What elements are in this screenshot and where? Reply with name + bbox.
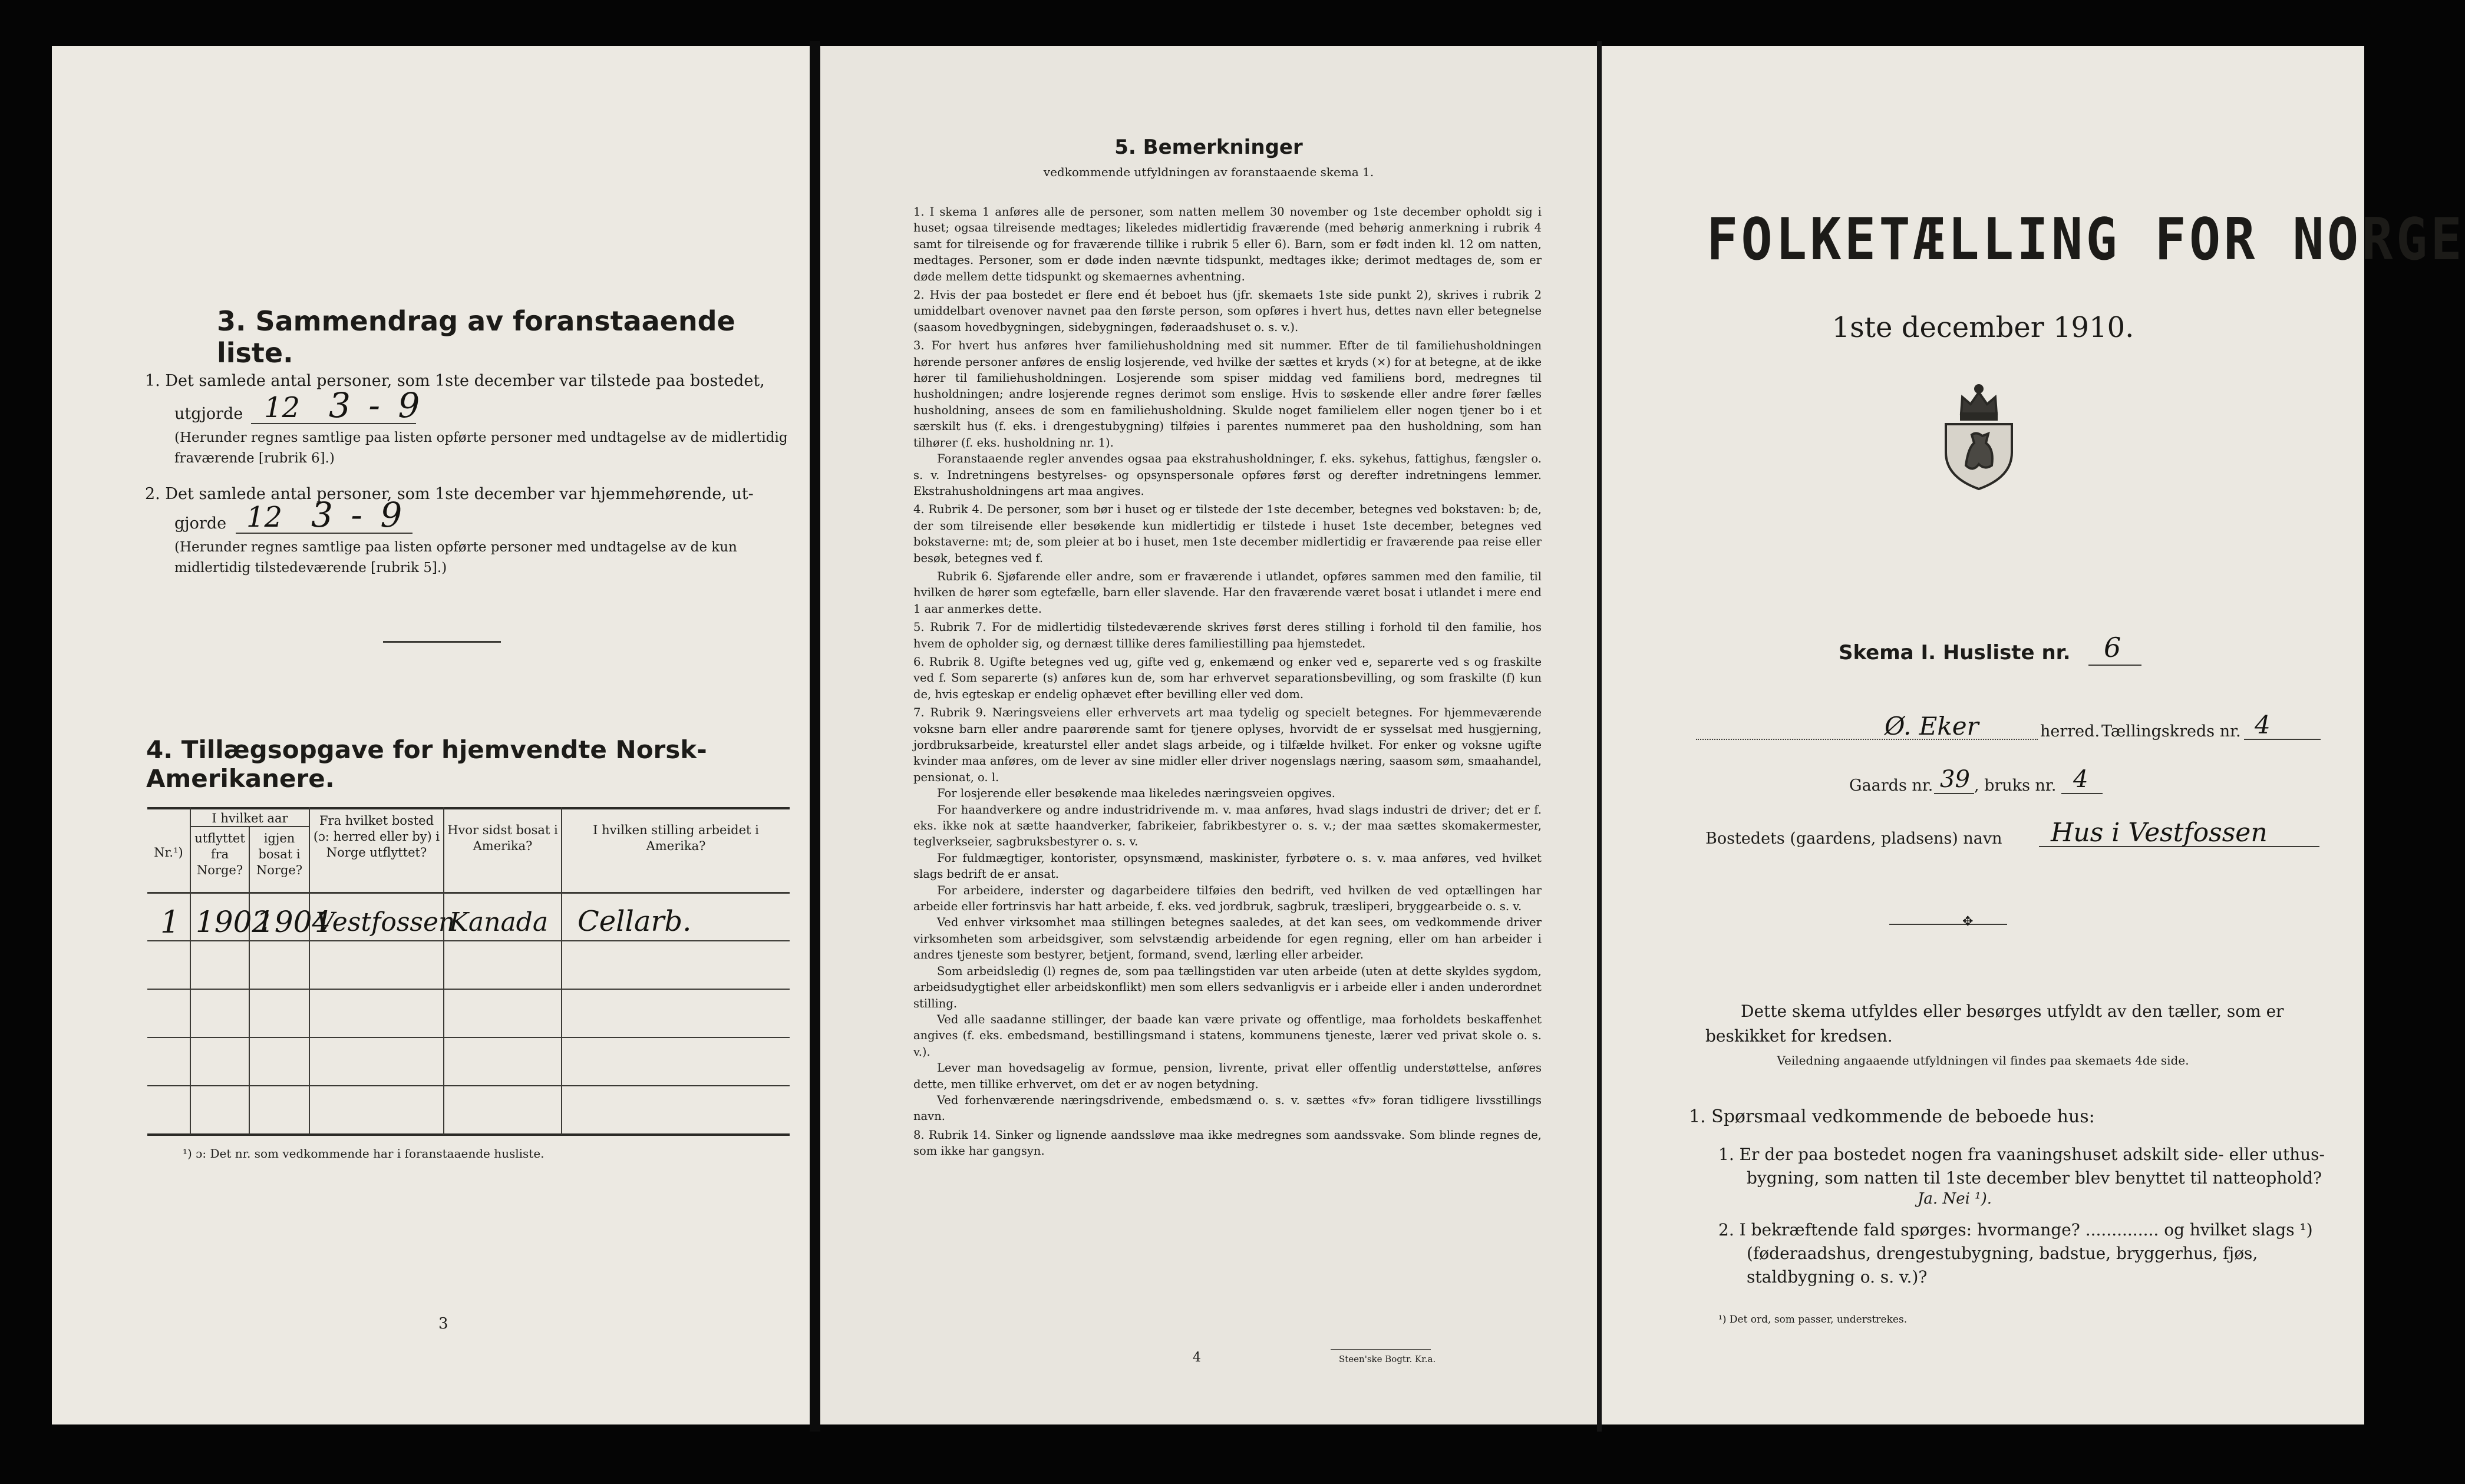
census-date: 1ste december 1910. — [1832, 311, 2134, 344]
remark-7g: Som arbeidsledig (l) regnes de, som paa tællingstiden var uten arbeide (uten at dette skyldes sygdom, arbeidsudygtighet eller arbeidskonflikt) men som ellers sedvanligvis er i arbeide eller i anden underordnet stilling. — [913, 964, 1542, 1010]
remark-7j: Ved forhenværende næringsdrivende, embedsmænd o. s. v. sættes «fv» foran tidligere livsstillings navn. — [913, 1093, 1542, 1123]
kreds-label: Tællingskreds nr. — [2101, 722, 2241, 741]
binding-gutter — [1597, 41, 1602, 1432]
bruks-value: 4 — [2073, 766, 2088, 793]
col-header-nr: Nr.¹) — [154, 845, 183, 860]
bosted-value: Hus i Vestfossen — [2051, 818, 2268, 848]
remark-4: 4. Rubrik 4. De personer, som bør i huset og er tilstede der 1ste december, betegnes ved bokstaven: b; de, der som tilreisende eller besøkende kun midlertidig er tilstede i huset 1ste december, betegnes ved bokstaverne: mt; de, som pleier at bo i huset, men 1ste december midlertidig er fraværende paa reise eller besøk, betegnes ved f. — [913, 503, 1542, 565]
remark-7h: Ved alle saadanne stillinger, der baade kan være private og offentlige, maa forholdets beskaffenhet angives (f. eks. embedsmand, bestillingsmand i statens, kommunens tjeneste, lærer ved privat skole o. s. v.). — [913, 1012, 1542, 1059]
page-front — [1602, 46, 2465, 1424]
cell-nr: 1 — [160, 905, 180, 940]
col-header-returned: igjen bosat i Norge? — [256, 831, 303, 877]
remark-2: 2. Hvis der paa bostedet er flere end ét beboet hus (jfr. skemaets 1ste side punkt 2), skrives i rubrik 2 umiddelbart ovenover navnet paa den første person, som opføres i hvert hus, dettes navn eller betegnelse (saasom hovedbygningen, sidebygningen, føderaadshuset o. s. v.). — [913, 288, 1542, 334]
bosted-label: Bostedets (gaardens, pladsens) navn — [1705, 829, 2002, 848]
remark-7d: For fuldmægtiger, kontorister, opsynsmænd, maskinister, fyrbøtere o. s. v. maa anføres, ved hvilket slags bedrift de er ansat. — [913, 851, 1542, 881]
gaards-value: 39 — [1940, 766, 1970, 793]
main-title: FOLKETÆLLING FOR NORGE — [1707, 206, 2465, 273]
remark-3b: Foranstaaende regler anvendes ogsaa paa ekstrahusholdninger, f. eks. sykehus, fattighus, fængsler o. s. v. Indretningens bestyrelses- og opsynspersonale opføres først og derefter indretningens lemmer. Ekstrahusholdningens art maa angives. — [913, 452, 1542, 498]
bruks-line — [2061, 793, 2103, 794]
page-remarks — [820, 46, 1597, 1424]
item2-text: 2. Det samlede antal personer, som 1ste december var hjemmehørende, ut- — [145, 485, 754, 503]
divider-left — [1889, 924, 2007, 925]
cell-occupation: Cellarb. — [578, 905, 692, 938]
table-footnote: ¹) ɔ: Det nr. som vedkommende har i foranstaaende husliste. — [183, 1146, 545, 1161]
item2-value: 12 — [246, 501, 283, 534]
ornament-icon: ✥ — [1962, 914, 1974, 929]
instruction-text: Dette skema utfyldes eller besørges utfyldt av den tæller, som er beskikket for kredsen. — [1705, 1002, 2284, 1046]
remark-5: 5. Rubrik 7. For de midlertidig tilstedeværende skrives først deres stilling i forhold til den familie, hos hvem de opholder sig, og dernæst tillike deres familiestilling paa hjemstedet. — [913, 620, 1542, 650]
herred-line — [1696, 739, 2038, 740]
remark-7c: For haandverkere og andre industridrivende m. v. maa anføres, hvad slags industri de driver; det er f. eks. ikke nok at sætte haandverker, fabrikeier, fabrikbestyrer o. s. v.; der maa sættes skomakermester, teglverkseier, sagbruksbestyrer o. s. v. — [913, 802, 1542, 849]
remark-3: 3. For hvert hus anføres hver familiehusholdning med sit nummer. Efter de til familiehusholdningen hørende personer anføres de enslig losjerende, ved hvilke der sættes et kryds (×) for at betegne, at de ikke hører til familiehusholdningen. Losjerende som spiser middag ved familiens bord, medregnes til husholdningen; andre losjerende regnes derimot som enslige. Hvis to søskende eller andre fører fælles husholdning, ansees de som en familiehusholdning. Skulde noget familielem eller nogen tjener bo i et særskilt hus (f. eks. i drengestubygning) tilføies i parentes nummeret paa den husholdning, som han tilhører (f. eks. husholdning nr. 1). — [913, 339, 1542, 450]
col-header-last-residence: Hvor sidst bosat i Amerika? — [447, 823, 558, 853]
remark-1: 1. I skema 1 anføres alle de personer, som natten mellem 30 november og 1ste december opholdt sig i huset; ogsaa tilreisende medtages; likeledes midlertidig fraværende (med behørig anmerkning i rubrik 4 samt for tilreisende og for fraværende tillike i rubrik 5 eller 6). Barn, som er født inden kl. 12 om natten, medtages. Personer, som er døde inden nævnte tidspunkt, medtages ikke; derimot medtages de, som er døde mellem dette tidspunkt og skemaernes avhentning. — [913, 205, 1542, 283]
item1-split: 3 - 9 — [329, 385, 424, 425]
item1-note: (Herunder regnes samtlige paa listen opførte personer med undtagelse av de midlertidig fraværende [rubrik 6].) — [174, 430, 788, 466]
remark-7f: Ved enhver virksomhet maa stillingen betegnes saaledes, at det kan sees, om vedkommende driver virksomheten som arbeidsgiver, som selvstændig arbeidende for egen regning, eller om han arbeider i andres tjeneste som bestyrer, betjent, formand, svend, lærling eller arbeider. — [913, 915, 1542, 962]
printer-mark: Steen'ske Bogtr. Kr.a. — [1339, 1354, 1436, 1364]
section4-title: 4. Tillægsopgave for hjemvendte Norsk-Amerikanere. — [146, 735, 707, 793]
col-header-occupation: I hvilken stilling arbeidet i Amerika? — [593, 823, 759, 853]
remark-7: 7. Rubrik 9. Næringsveiens eller erhvervets art maa tydelig og specielt betegnes. For hjemmeværende voksne barn eller andre paarørende samt for tjenere oplyses, hvorvidt de er sysselsat med husgjerning, jordbruksarbeide, kreaturstel eller andet slags arbeide, og i tilfælde hvilket. For enker og voksne ugifte kvinder maa anføres, om de lever av sine midler eller driver nogenslags næring, saasom søm, smaahandel, pensionat, o. l. — [913, 706, 1542, 784]
cell-origin: Vestfossen — [316, 907, 456, 937]
item2-lead: gjorde — [174, 514, 227, 533]
kreds-value: 4 — [2255, 710, 2271, 739]
question-2: 2. I bekræftende fald spørges: hvormange? .............. og hvilket slags ¹) (føderaadshus, drengestubygning, badstue, bryggerhus, fjøs, staldbygning o. s. v.)? — [1718, 1220, 2313, 1287]
gaards-line — [1934, 793, 1974, 794]
remark-6: 6. Rubrik 8. Ugifte betegnes ved ug, gifte ved g, enkemænd og enker ved e, separerte ved s og fraskilte ved f. Som separerte (s) anføres kun de, som har erhvervet separationsbevilling, og som fraskilte (f) kun de, hvis egteskap er endelig ophævet efter bevilling eller ved dom. — [913, 655, 1542, 701]
cell-last-residence: Kanada — [449, 907, 549, 937]
item1-lead: utgjorde — [174, 405, 243, 423]
col-header-origin: Fra hvilket bosted (ɔ: herred eller by) i Norge utflyttet? — [313, 814, 440, 860]
instruction-subtext: Veiledning angaaende utfyldningen vil findes paa skemaets 4de side. — [1777, 1053, 2189, 1067]
gaards-label: Gaards nr. — [1849, 776, 1933, 795]
remark-4b: Rubrik 6. Sjøfarende eller andre, som er fraværende i utlandet, opføres sammen med den familie, til hvilken de hører som egtefælle, barn eller slavende. Har den fraværende været bosat i utlandet i mere end 1 aar anmerkes dette. — [913, 569, 1542, 616]
remark-7b: For losjerende eller besøkende maa likeledes næringsveien opgives. — [937, 786, 1335, 801]
question-1-answer: Ja. Nei ¹). — [1914, 1190, 1995, 1208]
item2-split: 3 - 9 — [311, 495, 406, 535]
page-number: 4 — [1193, 1350, 1201, 1365]
item2-note: (Herunder regnes samtlige paa listen opførte personer med undtagelse av de kun midlertidig tilstedeværende [rubrik 5].) — [174, 540, 737, 576]
remarks-title: 5. Bemerkninger — [1114, 135, 1303, 159]
remarks-body — [913, 204, 1542, 1159]
bruks-label: , bruks nr. — [1974, 776, 2057, 795]
divider — [383, 641, 501, 643]
col-header-year-group: I hvilket aar — [212, 811, 288, 825]
question-heading: 1. Spørsmaal vedkommende de beboede hus: — [1689, 1106, 2095, 1127]
question-1: 1. Er der paa bostedet nogen fra vaaningshuset adskilt side- eller uthus-bygning, som natten til 1ste december blev benyttet til natteophold? — [1718, 1145, 2325, 1188]
remark-7e: For arbeidere, inderster og dagarbeidere tilføies den bedrift, ved hvilken de ved optællingen har arbeide eller fortrinsvis har hatt arbeide, f. eks. ved jordbruk, sagbruk, træsliperi, bryggearbeide o. s. v. — [913, 883, 1542, 914]
binding-gutter — [810, 41, 820, 1432]
item1-value: 12 — [264, 391, 301, 424]
remarks-subtitle: vedkommende utfyldningen av foranstaaende skema 1. — [1043, 165, 1374, 179]
schema-line — [2088, 665, 2141, 666]
herred-label: herred. — [2040, 722, 2100, 741]
cell-emigrated: 1902 — [196, 905, 271, 939]
page-number: 3 — [438, 1315, 448, 1333]
cell-returned: 1904 — [256, 905, 331, 939]
front-footnote: ¹) Det ord, som passer, understrekes. — [1718, 1314, 1908, 1326]
remark-8: 8. Rubrik 14. Sinker og lignende aandssløve maa ikke medregnes som aandssvake. Som blinde regnes de, som ikke har gangsyn. — [913, 1128, 1542, 1158]
page-summary — [52, 46, 810, 1424]
coat-of-arms-icon — [1938, 377, 2020, 490]
section3-title: 3. Sammendrag av foranstaaende liste. — [217, 305, 735, 369]
item1-text: 1. Det samlede antal personer, som 1ste december var tilstede paa bostedet, — [145, 372, 765, 390]
schema-label: Skema I. Husliste nr. — [1839, 641, 2071, 665]
schema-number: 6 — [2104, 632, 2121, 663]
printer-rule — [1331, 1349, 1431, 1350]
herred-value: Ø. Eker — [1885, 712, 1979, 741]
col-header-emigrated: utflyttet fra Norge? — [194, 831, 245, 877]
remark-7i: Lever man hovedsagelig av formue, pension, livrente, privat eller offentlig understøttelse, anføres dette, men tillike erhvervet, om det er av nogen betydning. — [913, 1061, 1542, 1091]
